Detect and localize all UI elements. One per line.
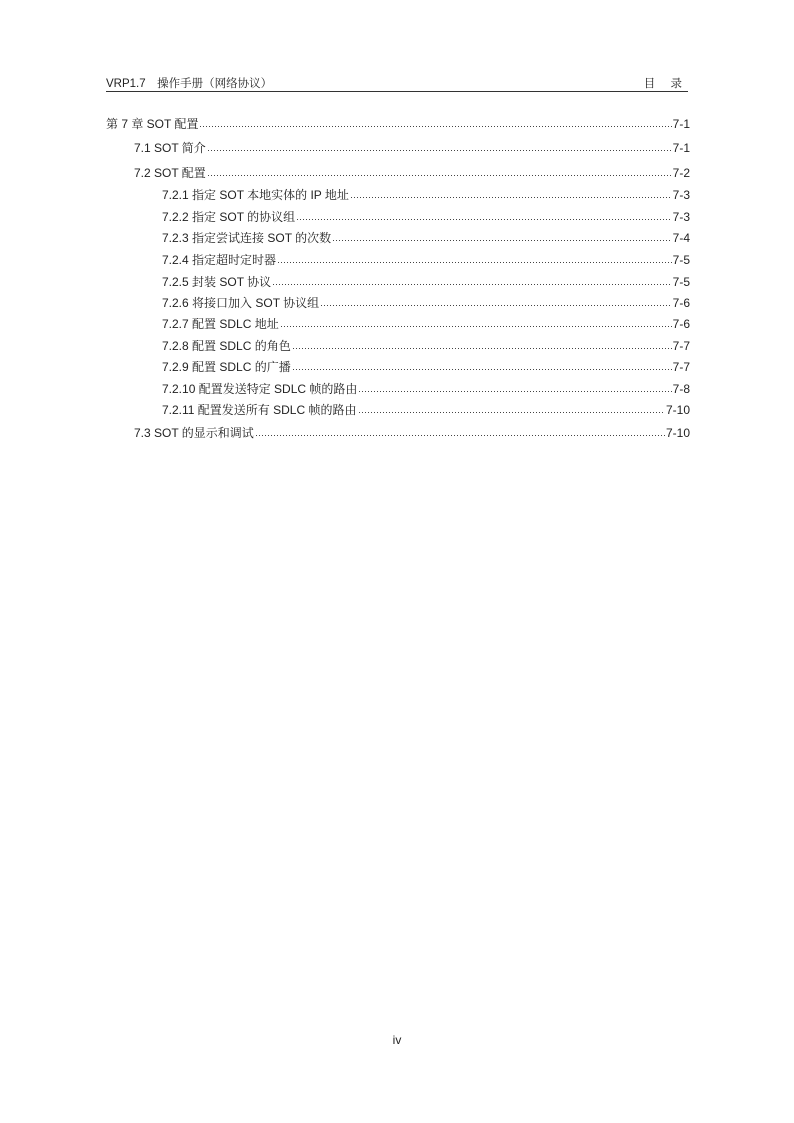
toc-subsection-7-2-7[interactable] bbox=[162, 316, 690, 332]
page-header bbox=[106, 76, 688, 92]
toc-entry-title: 7.2.1 指定 SOT 本地实体的 IP 地址 bbox=[162, 188, 349, 202]
toc-entry-title: 7.3 SOT 的显示和调试 bbox=[134, 426, 254, 440]
toc-subsection-7-2-3[interactable] bbox=[162, 230, 690, 246]
toc-subsection-7-2-10[interactable] bbox=[162, 381, 690, 397]
toc-subsection-7-2-6[interactable] bbox=[162, 295, 690, 311]
dot-leader bbox=[296, 211, 672, 221]
toc-entry-title: 7.2.4 指定超时定时器 bbox=[162, 253, 277, 267]
toc-entry-page: 7-3 bbox=[672, 188, 690, 202]
dot-leader bbox=[277, 254, 672, 264]
toc-section-7-1[interactable] bbox=[134, 140, 690, 156]
dot-leader bbox=[292, 340, 672, 350]
toc-subsection-7-2-11[interactable] bbox=[162, 402, 690, 418]
dot-leader bbox=[350, 189, 672, 199]
toc-section-7-2[interactable] bbox=[134, 165, 690, 181]
toc-entry-title: 7.2.10 配置发送特定 SDLC 帧的路由 bbox=[162, 382, 358, 396]
toc-entry-title: 7.2.9 配置 SDLC 的广播 bbox=[162, 360, 291, 374]
toc-entry-title: 7.2.11 配置发送所有 SDLC 帧的路由 bbox=[162, 403, 357, 417]
dot-leader bbox=[320, 297, 672, 307]
toc-subsection-7-2-8[interactable] bbox=[162, 338, 690, 354]
toc-entry-title: 7.2.7 配置 SDLC 地址 bbox=[162, 317, 279, 331]
toc-entry-title: 7.2.8 配置 SDLC 的角色 bbox=[162, 339, 291, 353]
dot-leader bbox=[199, 118, 671, 128]
toc-entry-page: 7-5 bbox=[672, 275, 690, 289]
toc-entry-title: 第 7 章 SOT 配置 bbox=[106, 117, 199, 131]
toc-entry-page: 7-7 bbox=[672, 339, 690, 353]
toc-entry-page: 7-6 bbox=[672, 296, 690, 310]
dot-leader bbox=[358, 404, 665, 414]
dot-leader bbox=[207, 142, 672, 152]
document-title: VRP1.7 操作手册（网络协议） bbox=[106, 78, 273, 90]
toc-entry-title: 7.2.6 将接口加入 SOT 协议组 bbox=[162, 296, 320, 310]
toc-entry-page: 7-2 bbox=[672, 166, 690, 180]
toc-entry-title: 7.2.3 指定尝试连接 SOT 的次数 bbox=[162, 231, 332, 245]
toc-entry-page: 7-8 bbox=[672, 382, 690, 396]
toc-entry-page: 7-6 bbox=[672, 317, 690, 331]
toc-subsection-7-2-9[interactable] bbox=[162, 359, 690, 375]
header-rule bbox=[106, 91, 688, 92]
dot-leader bbox=[358, 383, 671, 393]
toc-subsection-7-2-5[interactable] bbox=[162, 274, 690, 290]
page-number: iv bbox=[392, 1033, 402, 1047]
dot-leader bbox=[255, 427, 665, 437]
toc-entry-page: 7-5 bbox=[672, 253, 690, 267]
toc-entry-page: 7-1 bbox=[672, 117, 690, 131]
dot-leader bbox=[332, 232, 672, 242]
toc-entry-page: 7-10 bbox=[665, 403, 690, 417]
toc-entry-page: 7-3 bbox=[672, 210, 690, 224]
toc-subsection-7-2-4[interactable] bbox=[162, 252, 690, 268]
toc-entry-title: 7.2.5 封装 SOT 协议 bbox=[162, 275, 272, 289]
toc-subsection-7-2-2[interactable] bbox=[162, 209, 690, 225]
toc-entry-title: 7.1 SOT 简介 bbox=[134, 141, 206, 155]
toc-subsection-7-2-1[interactable] bbox=[162, 187, 690, 203]
dot-leader bbox=[207, 167, 672, 177]
toc-entry-page: 7-10 bbox=[665, 426, 690, 440]
dot-leader bbox=[272, 276, 672, 286]
dot-leader bbox=[292, 361, 672, 371]
toc-entry-page: 7-4 bbox=[672, 231, 690, 245]
toc-entry-title: 7.2 SOT 配置 bbox=[134, 166, 206, 180]
toc-entry-page: 7-1 bbox=[672, 141, 690, 155]
toc-section-7-3[interactable] bbox=[134, 425, 690, 441]
toc-entry-title: 7.2.2 指定 SOT 的协议组 bbox=[162, 210, 296, 224]
toc-chapter-7[interactable] bbox=[106, 116, 690, 132]
toc-entry-page: 7-7 bbox=[672, 360, 690, 374]
dot-leader bbox=[280, 318, 672, 328]
section-name: 目 录 bbox=[643, 78, 688, 90]
